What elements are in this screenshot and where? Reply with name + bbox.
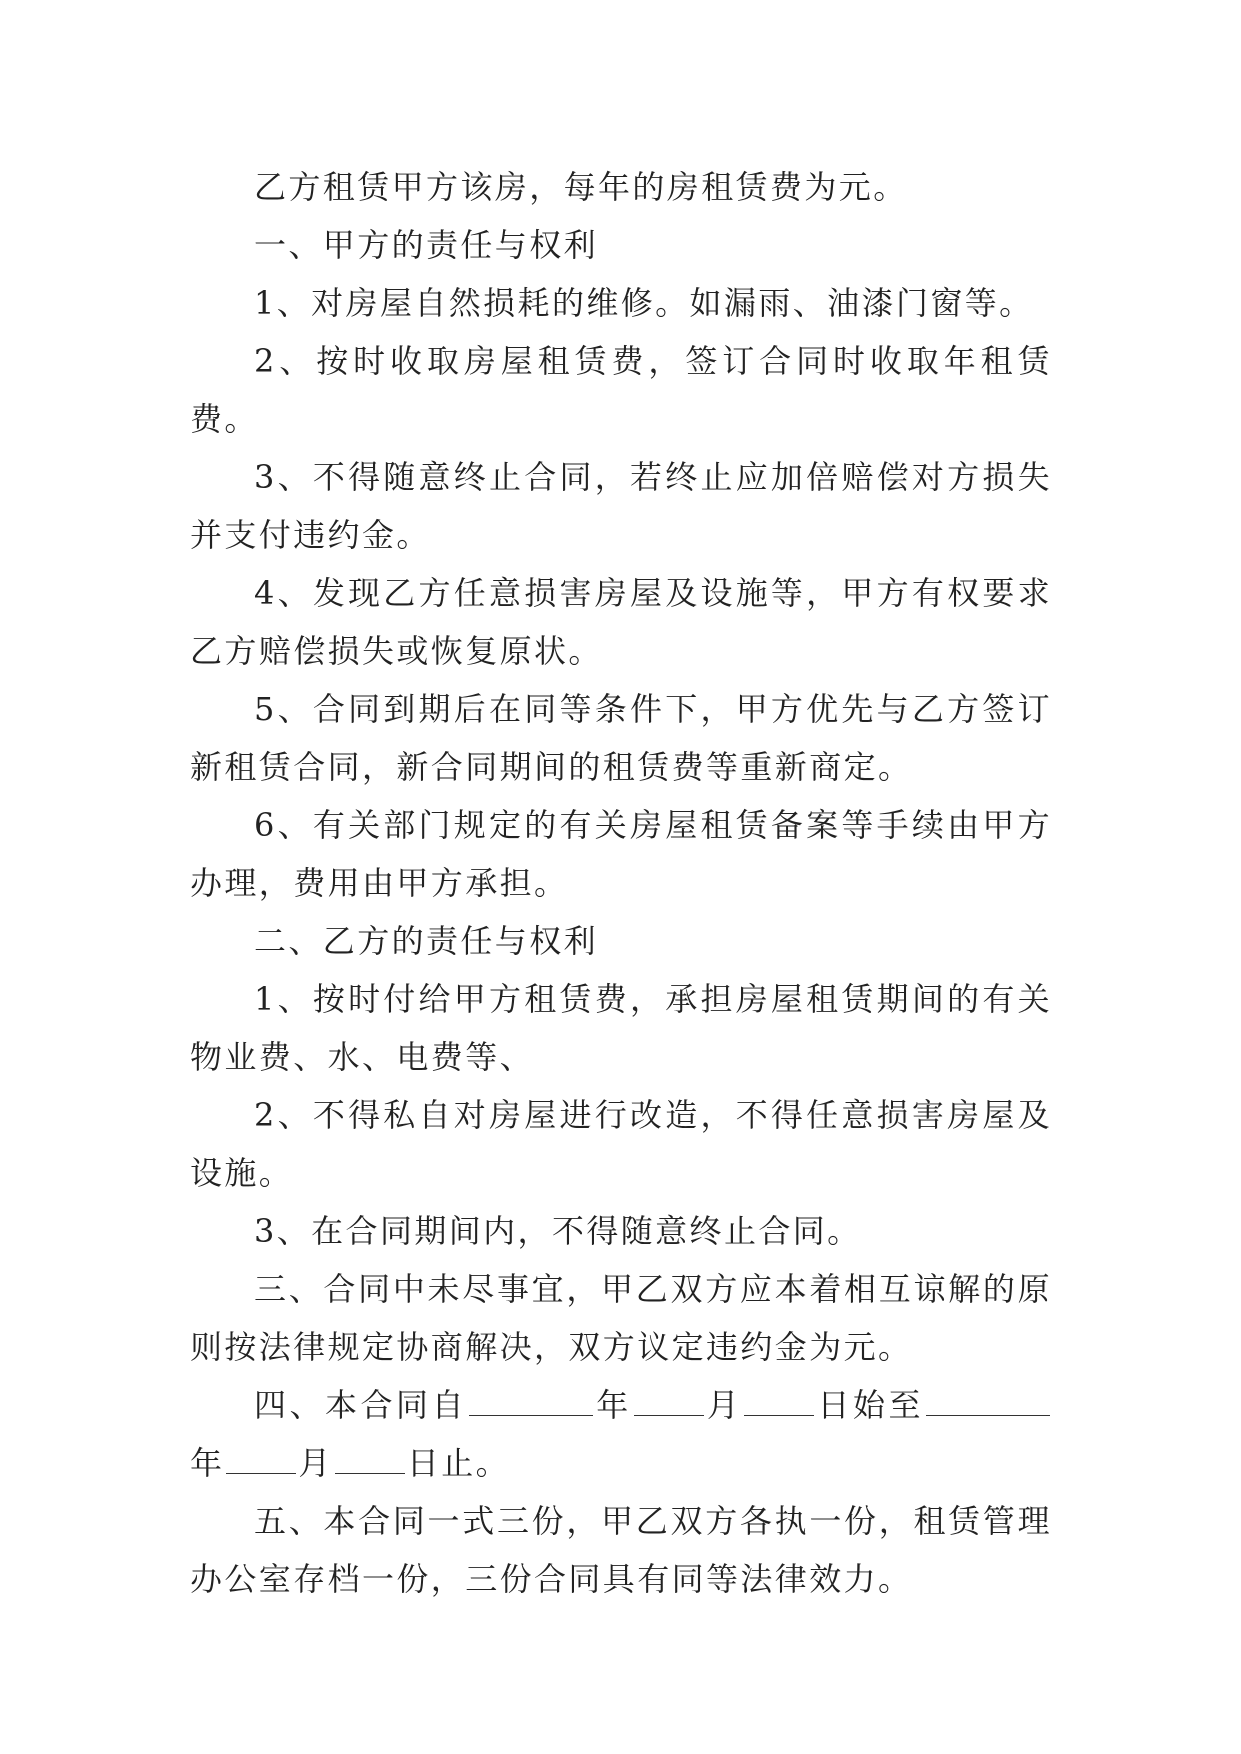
start-day-blank	[744, 1381, 814, 1416]
end-month-label: 月	[298, 1444, 333, 1482]
start-month-label: 月	[705, 1386, 743, 1424]
end-month-blank	[226, 1439, 296, 1474]
start-day-label: 日始至	[816, 1386, 925, 1424]
term-prefix: 四、本合同自	[254, 1386, 468, 1424]
party-a-clause-6: 6、有关部门规定的有关房屋租赁备案等手续由甲方办理，费用由甲方承担。	[190, 806, 1052, 902]
party-a-clause-3: 3、不得随意终止合同，若终止应加倍赔偿对方损失并支付违约金。	[190, 458, 1052, 554]
start-year-label: 年	[595, 1386, 632, 1424]
party-b-clause-1: 1、按时付给甲方租赁费，承担房屋租赁期间的有关物业费、水、电费等、	[190, 980, 1052, 1076]
end-day-label: 日止。	[406, 1444, 511, 1482]
section-five-clause: 五、本合同一式三份，甲乙双方各执一份，租赁管理办公室存档一份，三份合同具有同等法律效力。	[190, 1502, 1052, 1598]
section-three-clause: 三、合同中未尽事宜，甲乙双方应本着相互谅解的原则按法律规定协商解决，双方议定违约金为元。	[190, 1270, 1052, 1366]
start-month-blank	[634, 1381, 704, 1416]
section-heading-party-b: 二、乙方的责任与权利	[254, 922, 599, 960]
end-year-label: 年	[190, 1444, 225, 1482]
party-b-clause-2: 2、不得私自对房屋进行改造，不得任意损害房屋及设施。	[190, 1096, 1052, 1192]
end-year-blank	[926, 1381, 1050, 1416]
party-a-clause-2: 2、按时收取房屋租赁费，签订合同时收取年租赁费。	[190, 342, 1052, 438]
party-a-clause-1: 1、对房屋自然损耗的维修。如漏雨、油漆门窗等。	[254, 284, 1034, 322]
term-clause	[190, 1376, 1052, 1492]
party-a-clause-4: 4、发现乙方任意损害房屋及设施等，甲方有权要求乙方赔偿损失或恢复原状。	[190, 574, 1052, 670]
contract-body	[190, 158, 1052, 1608]
end-day-blank	[335, 1439, 405, 1474]
rent-statement: 乙方租赁甲方该房，每年的房租赁费为元。	[254, 168, 908, 206]
party-a-clause-5: 5、合同到期后在同等条件下，甲方优先与乙方签订新租赁合同，新合同期间的租赁费等重新商定。	[190, 690, 1052, 786]
party-b-clause-3: 3、在合同期间内，不得随意终止合同。	[254, 1212, 862, 1250]
section-heading-party-a: 一、甲方的责任与权利	[254, 226, 599, 264]
start-year-blank	[469, 1381, 593, 1416]
